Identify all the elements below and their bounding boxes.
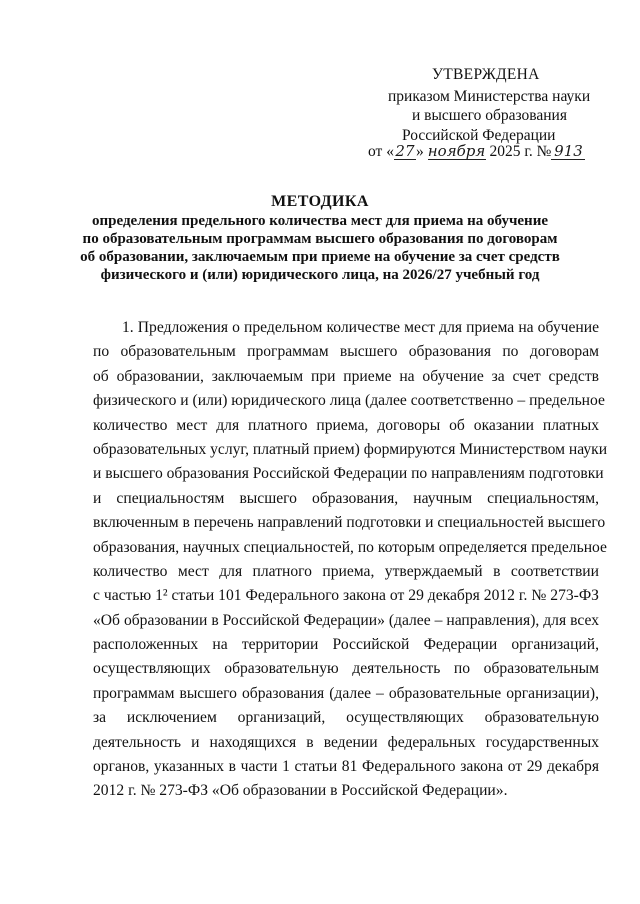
document-subtitle-line: по образовательным программам высшего образования по договорам: [82, 231, 558, 247]
body-line: включенным в перечень направлений подготовки и специальностей высшего: [93, 514, 606, 532]
document-subtitle-line: физического и (или) юридического лица, на 2026/27 учебный год: [100, 267, 540, 283]
body-line: осуществляющих образовательную деятельность по образовательным: [93, 660, 599, 678]
document-subtitle-line: об образовании, заключаемым при приеме на обучение за счет средств: [80, 249, 560, 265]
document-title: МЕТОДИКА: [271, 193, 369, 210]
body-line: количество мест для платного приема, утверждаемый в соответствии: [93, 562, 599, 580]
body-line: и высшего образования Российской Федерации по направлениям подготовки: [93, 465, 604, 483]
date-year-text: 2025 г. №: [489, 143, 552, 160]
body-line: расположенных на территории Российской Федерации организаций,: [93, 636, 599, 654]
body-line: количество мест для платного приема, договоры об оказании платных: [93, 416, 599, 434]
body-line: физического и (или) юридического лица (далее соответственно – предельное: [93, 392, 605, 410]
body-line: за исключением организаций, осуществляющих образовательную: [93, 709, 599, 727]
body-line: об образовании, заключаемым при приеме на обучение за счет средств: [93, 367, 599, 385]
body-line: по образовательным программам высшего образования по договорам: [93, 343, 599, 361]
approval-date-line: [368, 141, 585, 163]
date-day-handwritten: 27: [395, 142, 415, 160]
body-paragraph: [93, 316, 608, 804]
body-line: 2012 г. № 273-ФЗ «Об образовании в Российской Федерации».: [93, 782, 508, 800]
body-line: «Об образовании в Российской Федерации» (далее – направления), для всех: [93, 611, 599, 629]
body-line: программам высшего образования (далее – образовательные организации),: [93, 684, 599, 702]
approval-stamp-title: УТВЕРЖДЕНА: [432, 66, 540, 83]
body-line: деятельность и находящихся в ведении федеральных государственных: [93, 733, 599, 751]
order-number-handwritten: 913: [551, 143, 585, 160]
approval-country-line: Российской Федерации: [402, 127, 556, 144]
approval-ministry-line: и высшего образования: [412, 107, 567, 124]
body-line: 1. Предложения о предельном количестве мест для приема на обучение: [122, 319, 599, 336]
date-mid: »: [415, 143, 424, 160]
approval-order-line: приказом Министерства науки: [388, 88, 591, 105]
body-line: органов, указанных в части 1 статьи 81 Федерального закона от 29 декабря: [93, 758, 599, 776]
date-prefix: от «: [368, 143, 394, 160]
body-line: образовательных услуг, платный прием) формируются Министерством науки: [93, 440, 608, 458]
body-line: образования, научных специальностей, по которым определяется предельное: [93, 538, 607, 556]
date-month-handwritten: ноября: [427, 142, 486, 160]
body-line: с частью 1² статьи 101 Федерального закона от 29 декабря 2012 г. № 273-ФЗ: [93, 587, 599, 605]
document-subtitle-line: определения предельного количества мест для приема на обучение: [92, 213, 548, 229]
body-line: и специальностям высшего образования, научным специальностям,: [93, 489, 599, 507]
